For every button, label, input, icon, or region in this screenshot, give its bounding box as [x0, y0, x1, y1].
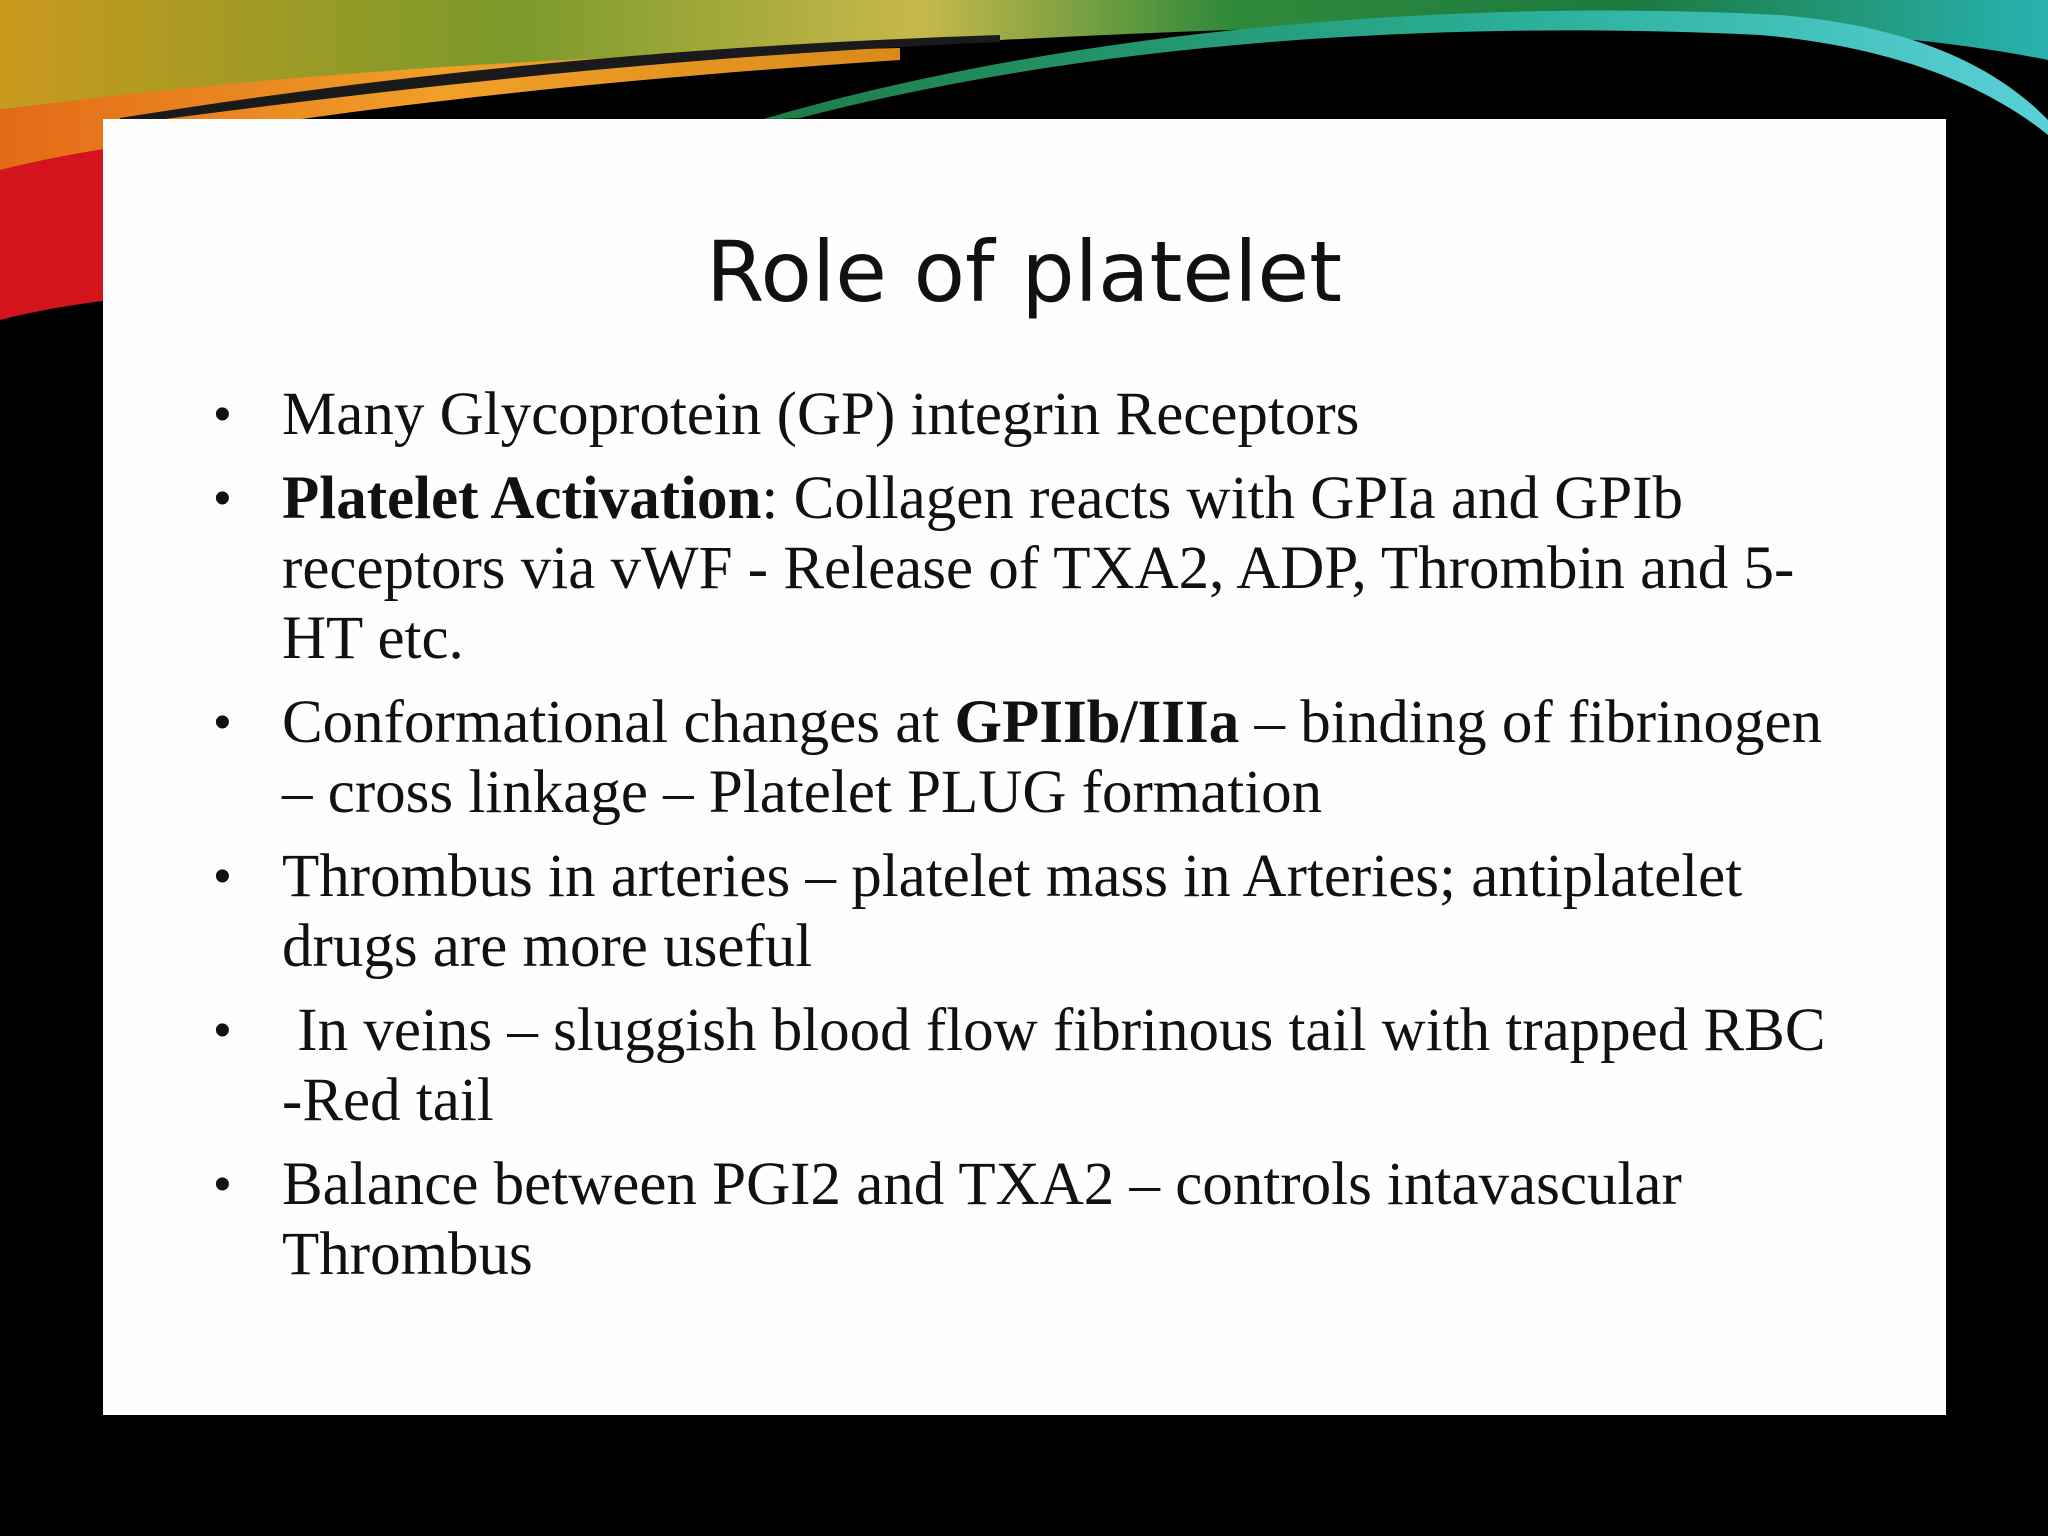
bullet-marker: • [214, 850, 231, 903]
slide-title: Role of platelet [705, 223, 1343, 321]
bullet-item [210, 380, 1850, 450]
bullet-text: Thrombus in arteries – platelet mass in Arteries; antiplatelet drugs are more useful [282, 843, 1743, 980]
bullet-item [210, 464, 1850, 674]
bullet-item [210, 1150, 1850, 1290]
bullet-marker: • [214, 472, 231, 525]
bullet-list [210, 380, 1850, 1304]
bullet-item [210, 688, 1850, 828]
bullet-marker: • [214, 1158, 231, 1211]
bullet-text: Many Glycoprotein (GP) integrin Receptors [282, 381, 1360, 448]
bullet-text: – binding of fibrinogen – cross linkage – Platelet PLUG formation [282, 689, 1823, 826]
bullet-text-bold: GPIIb/IIIa [954, 689, 1240, 756]
bullet-text: Balance between PGI2 and TXA2 – controls intavascular Thrombus [282, 1151, 1682, 1288]
bullet-marker: • [214, 696, 231, 749]
bullet-item [210, 996, 1850, 1136]
bullet-marker: • [214, 1004, 231, 1057]
bullet-item [210, 842, 1850, 982]
bullet-text-bold: Platelet Activation [282, 465, 762, 532]
bullet-marker: • [214, 388, 231, 441]
bullet-text: Conformational changes at [282, 689, 955, 756]
bullet-text: : Collagen reacts with GPIa and GPIb receptors via vWF - Release of TXA2, ADP, Thrombin and 5-HT etc. [282, 465, 1795, 672]
bullet-text: In veins – sluggish blood flow fibrinous tail with trapped RBC -Red tail [282, 997, 1841, 1134]
